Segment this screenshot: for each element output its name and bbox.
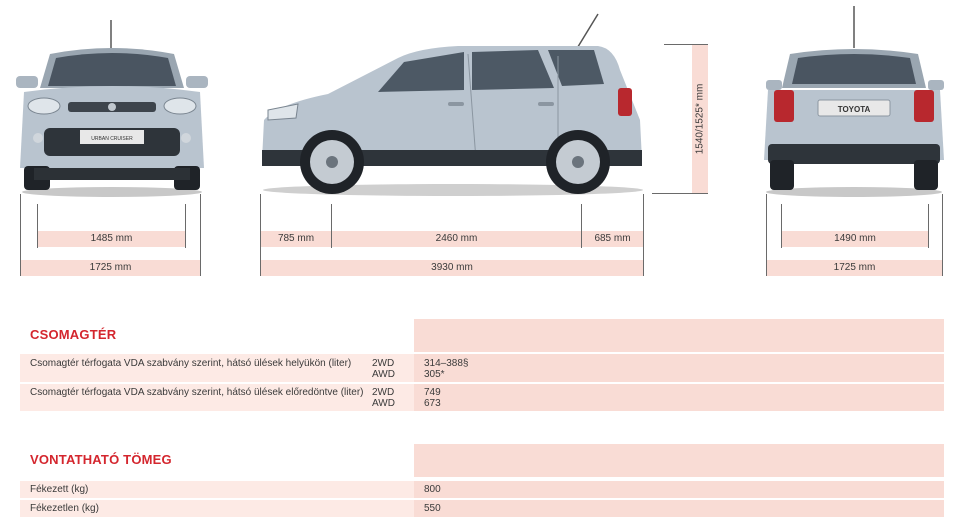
tick-length-right [643, 194, 644, 276]
rear-width-label: 1725 mm [833, 262, 876, 273]
cargo-row-1-drive-2wd: 2WD [372, 358, 395, 369]
cargo-header-panel [414, 319, 944, 352]
towing-row-1-label: Fékezett (kg) [30, 484, 89, 495]
overall-length-label: 3930 mm [431, 262, 473, 273]
rear-track-label: 1490 mm [834, 233, 876, 244]
cargo-row-1-bg-right [414, 354, 944, 382]
front-track-label: 1485 mm [90, 233, 133, 244]
towing-header-panel [414, 444, 944, 477]
cargo-row-1-label: Csomagtér térfogata VDA szabvány szerint, hátsó ülések helyükön (liter) [30, 358, 352, 369]
cargo-row-1-drive-awd: AWD [372, 369, 395, 380]
car-side-view [258, 10, 648, 200]
towing-row-2-label: Fékezetlen (kg) [30, 503, 99, 514]
height-bottom-line [652, 193, 708, 194]
tick-front-width-right [200, 194, 201, 276]
rear-overhang-label: 685 mm [594, 233, 631, 244]
front-overhang-label: 785 mm [277, 233, 315, 244]
wheelbase-label: 2460 mm [435, 233, 478, 244]
tick-rear-track-right [928, 204, 929, 248]
svg-text:URBAN CRUISER: URBAN CRUISER [91, 136, 133, 142]
front-width-label: 1725 mm [89, 262, 132, 273]
cargo-row-2-drive-awd: AWD [372, 398, 395, 409]
cargo-row-1-value-2wd: 314–388§ [424, 358, 469, 369]
cargo-row-2-label: Csomagtér térfogata VDA szabvány szerint, hátsó ülések előredöntve (liter) [30, 387, 364, 398]
tick-rear-width-right [942, 194, 943, 276]
cargo-row-2-value-awd: 673 [424, 398, 441, 409]
cargo-title: CSOMAGTÉR [30, 327, 117, 342]
car-rear-view [760, 4, 950, 200]
towing-title: VONTATHATÓ TÖMEG [30, 452, 172, 467]
toyota-badge: TOYOTA [837, 105, 871, 114]
cargo-row-2-drive-2wd: 2WD [372, 387, 395, 398]
car-front-view [14, 18, 210, 200]
tick-front-track-right [185, 204, 186, 248]
cargo-row-2-bg-right [414, 384, 944, 411]
towing-row-1-value: 800 [424, 484, 441, 495]
cargo-row-1-value-awd: 305* [424, 369, 445, 380]
towing-row-2-value: 550 [424, 503, 441, 514]
cargo-row-2-value-2wd: 749 [424, 387, 441, 398]
height-label: 1540/1525* mm [694, 83, 706, 155]
towing-row-1-bg-right [414, 481, 944, 498]
towing-row-2-bg-right [414, 500, 944, 517]
